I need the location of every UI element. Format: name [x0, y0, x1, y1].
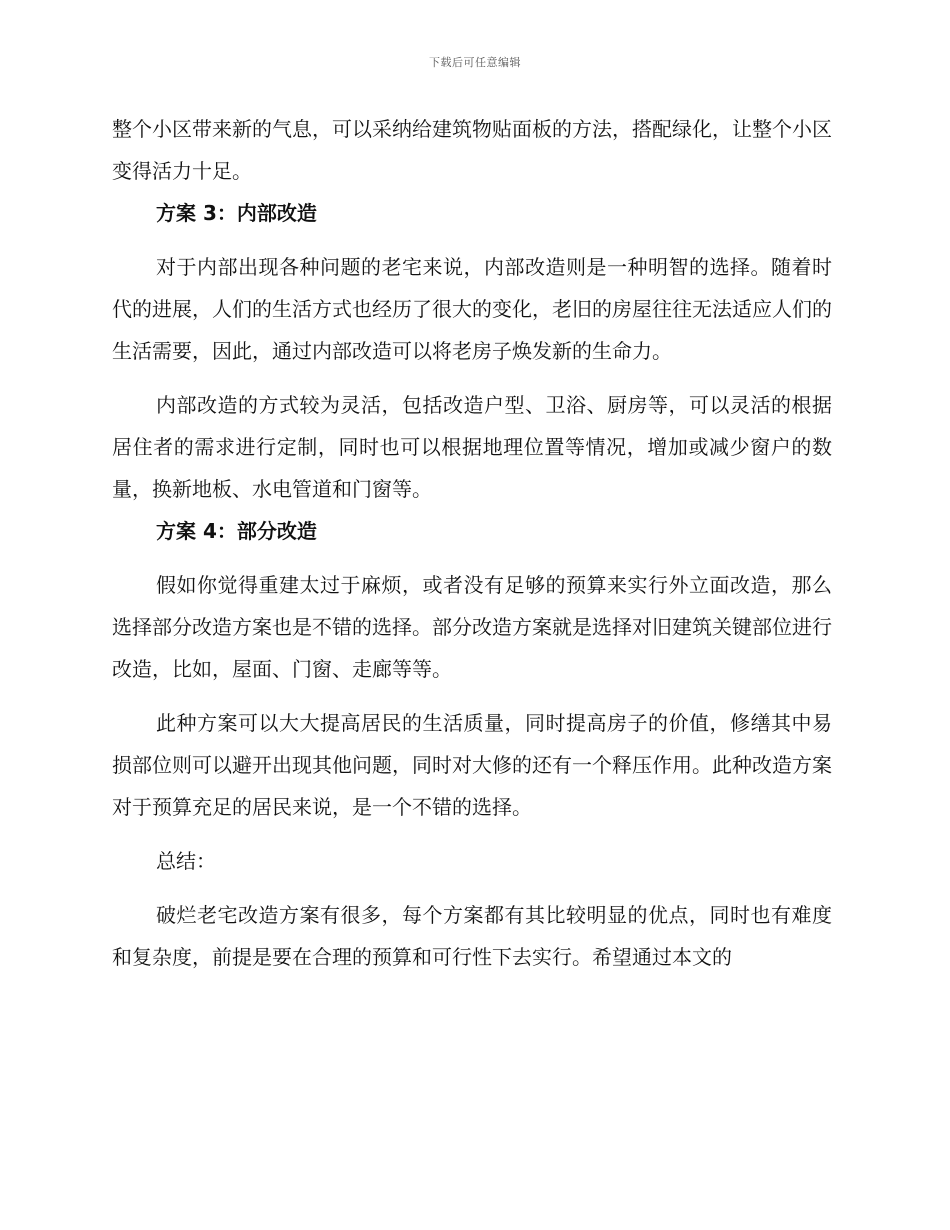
header-note: 下载后可任意编辑	[429, 56, 521, 69]
paragraph-partial-intro: 假如你觉得重建太过于麻烦，或者没有足够的预算来实行外立面改造，那么选择部分改造方案也是不错的选择。部分改造方案就是选择对旧建筑关键部位进行改造，比如，屋面、门窗、走廊等等。	[112, 573, 832, 681]
summary-label: 总结：	[156, 849, 216, 873]
paragraph-continuation: 整个小区带来新的气息，可以采纳给建筑物贴面板的方法，搭配绿化，让整个小区变得活力十足。	[112, 117, 832, 183]
paragraph-summary: 破烂老宅改造方案有很多，每个方案都有其比较明显的优点，同时也有难度和复杂度，前提是要在合理的预算和可行性下去实行。希望通过本文的	[112, 903, 832, 969]
paragraph-interior-methods: 内部改造的方式较为灵活，包括改造户型、卫浴、厨房等，可以灵活的根据居住者的需求进行定制，同时也可以根据地理位置等情况，增加或减少窗户的数量，换新地板、水电管道和门窗等。	[112, 393, 832, 501]
section-heading-plan-4: 方案 4：部分改造	[156, 519, 317, 543]
document-body	[112, 108, 832, 978]
section-heading-plan-3: 方案 3：内部改造	[156, 201, 317, 225]
paragraph-interior-intro: 对于内部出现各种问题的老宅来说，内部改造则是一种明智的选择。随着时代的进展，人们的生活方式也经历了很大的变化，老旧的房屋往往无法适应人们的生活需要，因此，通过内部改造可以将老房子焕发新的生命力。	[112, 255, 832, 363]
paragraph-partial-benefits: 此种方案可以大大提高居民的生活质量，同时提高房子的价值，修缮其中易损部位则可以避开出现其他问题，同时对大修的还有一个释压作用。此种改造方案对于预算充足的居民来说，是一个不错的选择。	[112, 711, 832, 819]
